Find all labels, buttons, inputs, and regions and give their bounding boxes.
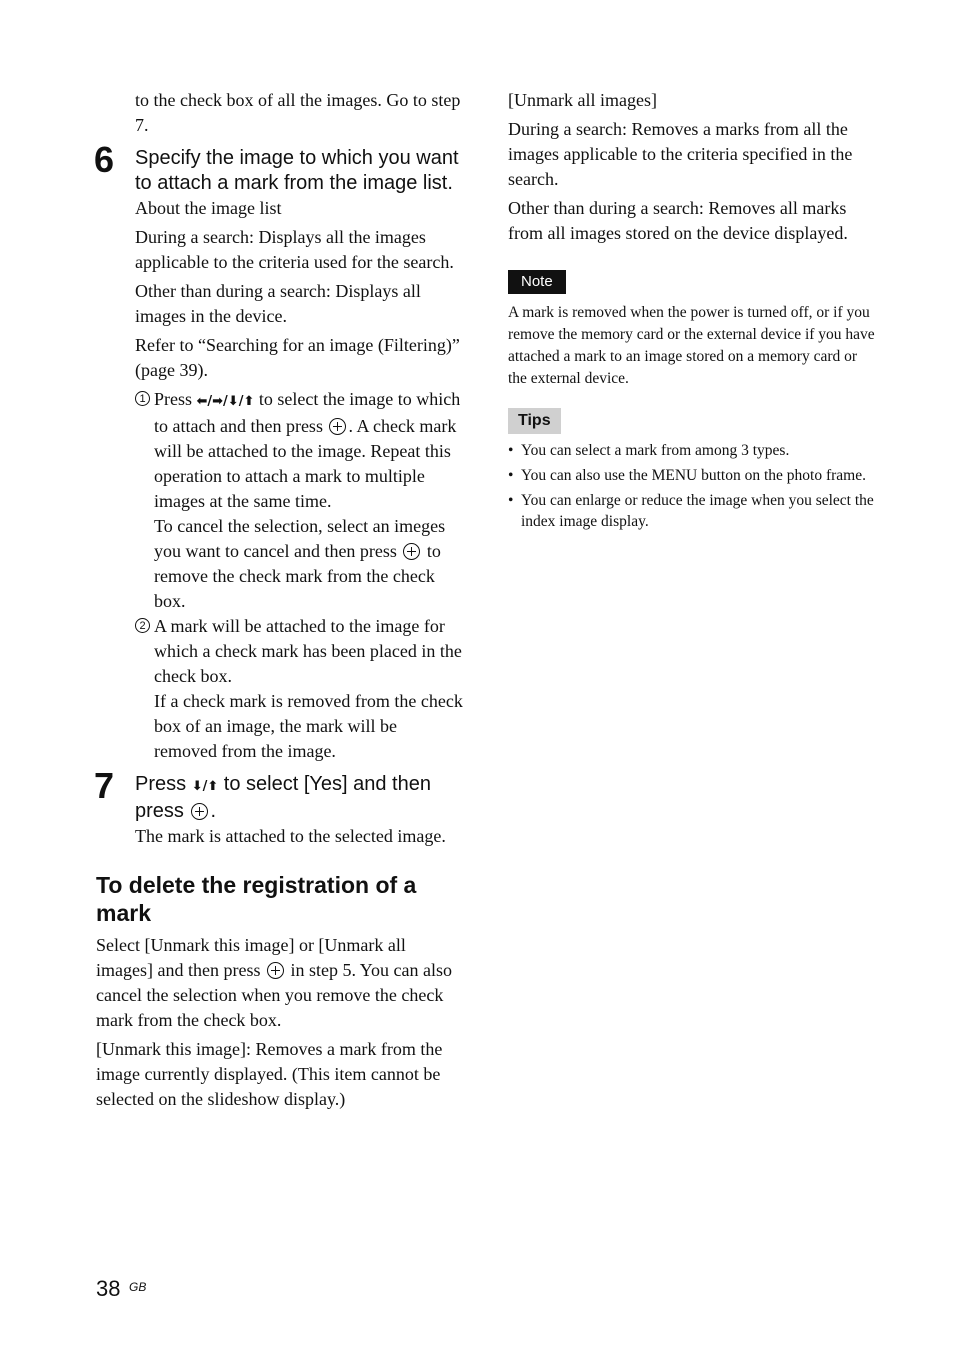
tip-item: • You can also use the MENU button on the photo frame. xyxy=(508,465,876,486)
refer-text: Refer to “Searching for an image (Filtering)” (page 39). xyxy=(135,335,460,380)
tips-label: Tips xyxy=(508,408,561,434)
arrow-keys-icon: ⬅/➡/⬇/⬆ xyxy=(196,394,255,409)
delete-para-1-a: Select [Unmark this image] or [Unmark all images] and then press xyxy=(96,935,406,980)
substep-2 xyxy=(135,614,464,764)
step-7-press: Press xyxy=(135,773,187,795)
unmark-all-during: During a search: Removes a marks from all the images applicable to the criteria specified in the search. xyxy=(508,119,853,189)
left-column xyxy=(96,88,464,1116)
step-7 xyxy=(94,765,464,849)
step-number: 6 xyxy=(94,139,115,180)
tips-box xyxy=(508,408,876,532)
tips-list xyxy=(508,440,876,532)
step-6 xyxy=(94,139,464,764)
during-search-text: During a search: Displays all the images applicable to the criteria used for the search. xyxy=(135,227,454,272)
delete-para-2: [Unmark this image]: Removes a mark from the image currently displayed. (This item cannot be selected on the slideshow display.) xyxy=(96,1039,443,1109)
substep-2-text2: If a check mark is removed from the check box of an image, the mark will be removed from the image. xyxy=(154,691,463,761)
enter-button-icon xyxy=(403,543,420,560)
about-image-list: About the image list xyxy=(135,198,282,218)
delete-para-1-b: in step 5. You can also cancel the selection when you remove the check mark from the check box. xyxy=(96,960,452,1030)
section-heading: To delete the registration of a mark xyxy=(96,872,417,926)
step-heading xyxy=(135,772,464,824)
note-text: A mark is removed when the power is turned off, or if you remove the memory card or the external device if you have attached a mark to an image stored on a memory card or the external device. xyxy=(508,304,875,387)
substep-2-text: A mark will be attached to the image for which a check mark has been placed in the check box. xyxy=(154,616,462,686)
step-7-period: . xyxy=(210,800,217,822)
enter-button-icon xyxy=(329,418,346,435)
substep-1-cancel-a: To cancel the selection, select an imeges you want to cancel and then press xyxy=(154,516,446,561)
circled-1-icon: 1 xyxy=(135,391,150,406)
substep-1 xyxy=(135,387,464,614)
other-than-search-text: Other than during a search: Displays all images in the device. xyxy=(135,281,421,326)
step-number: 7 xyxy=(94,765,115,806)
unmark-all-title: [Unmark all images] xyxy=(508,90,657,110)
enter-button-icon xyxy=(267,962,284,979)
region-code: GB xyxy=(129,1280,147,1294)
unmark-all-other: Other than during a search: Removes all marks from all images stored on the device displayed. xyxy=(508,198,848,243)
press-word: Press xyxy=(154,389,193,409)
delete-para-1 xyxy=(96,933,464,1033)
step-7-result: The mark is attached to the selected image. xyxy=(135,826,446,846)
substep-1-cancel-b: to remove the check mark from the check box. xyxy=(154,541,441,611)
continued-text: to the check box of all the images. Go to step 7. xyxy=(135,90,461,135)
tip-item: • You can select a mark from among 3 types. xyxy=(508,440,876,461)
up-down-keys-icon: ⬇/⬆ xyxy=(191,779,219,794)
note-box xyxy=(508,270,876,390)
substep-1-text-a: to select the image to which to attach and then press xyxy=(154,389,461,436)
tip-item: • You can enlarge or reduce the image when you select the index image display. xyxy=(508,490,876,532)
note-label: Note xyxy=(508,270,566,294)
substep-1-text-b: . A check mark will be attached to the image. Repeat this operation to attach a mark to multiple images at the same time. xyxy=(154,416,457,511)
step-heading: Specify the image to which you want to attach a mark from the image list. xyxy=(135,147,459,194)
enter-button-icon xyxy=(191,803,208,820)
step-7-heading-text: to select [Yes] and then press xyxy=(135,773,431,822)
page-number: 38 xyxy=(96,1276,121,1301)
circled-2-icon: 2 xyxy=(135,618,150,633)
right-column xyxy=(508,88,876,536)
